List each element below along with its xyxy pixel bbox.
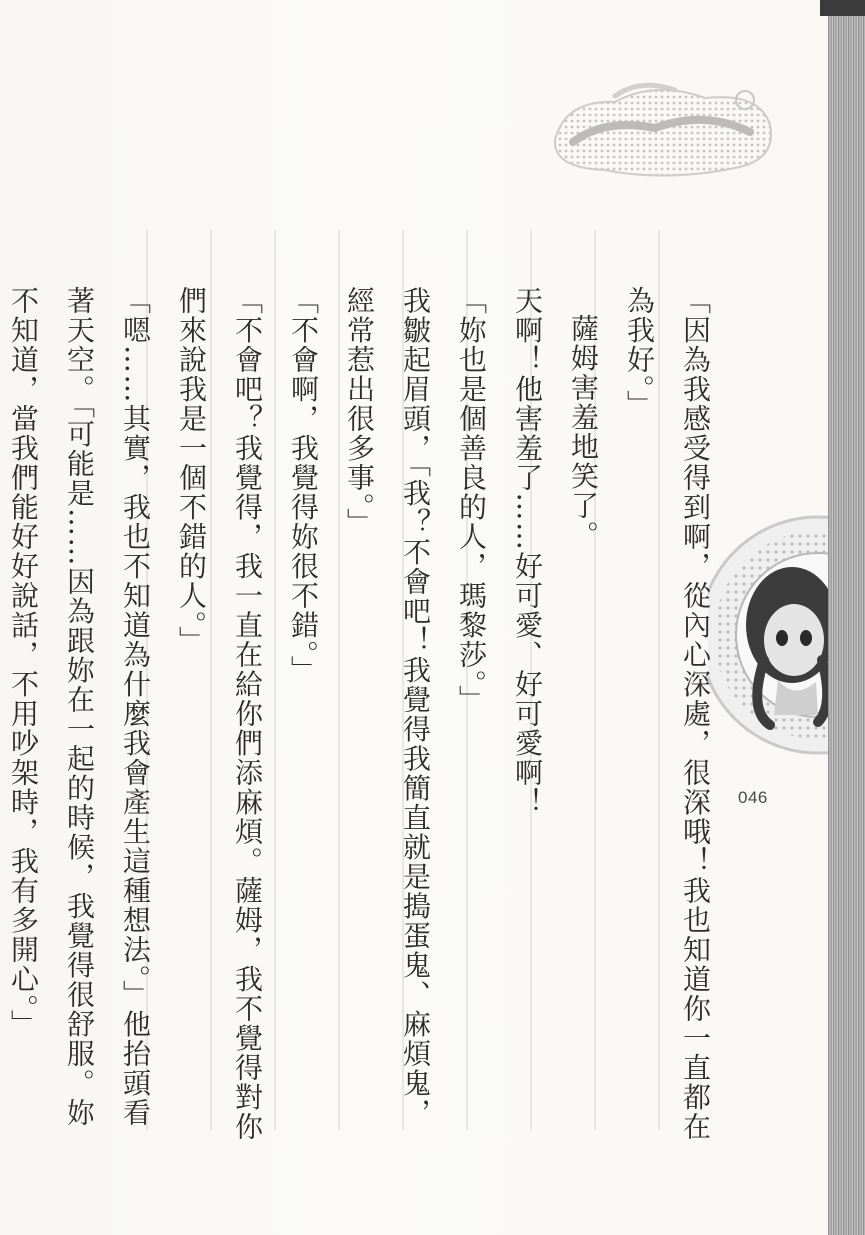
paragraph: 「不會吧？我覺得，我一直在給你們添麻煩。薩姆，我不覺得對你們來說我是一個不錯的人。」 <box>175 286 264 1142</box>
page-number: 046 <box>738 788 768 807</box>
paragraph: 「妳也是個善良的人，瑪黎莎。」 <box>455 286 488 715</box>
lace-framed-girl-portrait-icon <box>708 500 828 770</box>
page-edge-stack <box>828 0 865 1235</box>
paragraph: 「不會啊，我覺得妳很不錯。」 <box>287 286 320 685</box>
vertical-body-text <box>0 286 723 1146</box>
series-title-logo-icon <box>545 70 780 180</box>
paragraph: 薩姆害羞地笑了。 <box>567 314 600 550</box>
paragraph: 我皺起眉頭，「我？不會吧！我覺得我簡直就是搗蛋鬼、麻煩鬼，經常惹出很多事。」 <box>343 286 432 1128</box>
scan-corner-shadow <box>820 0 865 16</box>
paragraph: 「因為我感受得到啊，從內心深處，很深哦！我也知道你一直都在為我好。」 <box>623 286 712 1142</box>
paragraph: 天啊！他害羞了……好可愛、好可愛啊！ <box>511 286 544 817</box>
paragraph: 「嗯……其實，我也不知道為什麼我會產生這種想法。」他抬頭看著天空。「可能是……因為跟妳在一起的時候，我覺得很舒服。妳不知道，當我們能好好說話，不用吵架時，我有多開心。」 <box>7 286 152 1128</box>
